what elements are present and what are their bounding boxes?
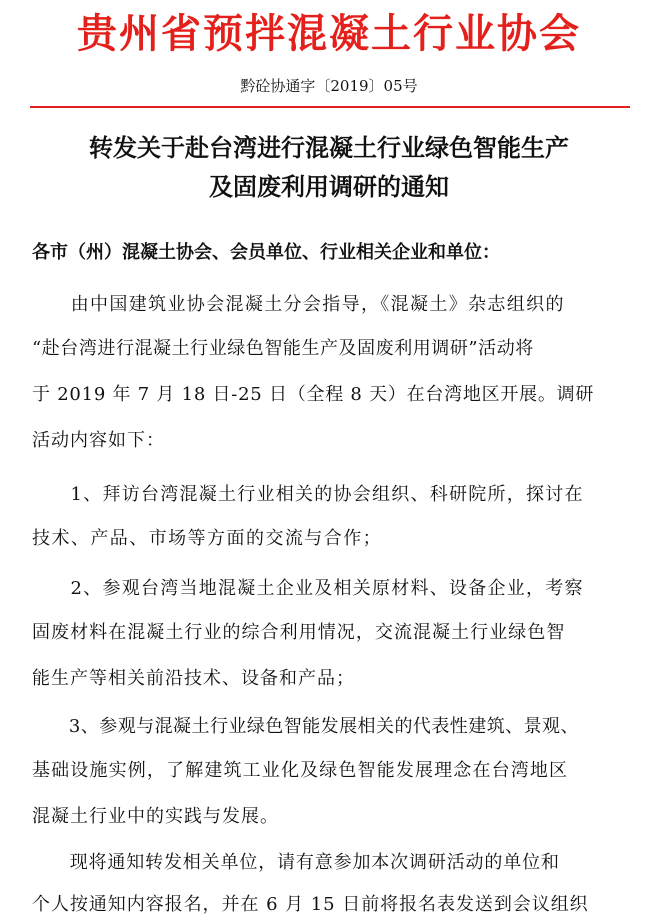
paragraph-line: 于 2019 年 7 月 18 日-25 日（全程 8 天）在台湾地区开展。调研 — [32, 384, 595, 405]
paragraph-line: 由中国建筑业协会混凝土分会指导，《混凝土》杂志组织的 — [32, 294, 565, 315]
paragraph-item-1 — [32, 480, 632, 570]
document-title-line-2: 及固废利用调研的通知 — [209, 173, 449, 201]
paragraph-line: 活动内容如下： — [32, 430, 165, 451]
paragraph-line: 现将通知转发相关单位，请有意参加本次调研活动的单位和 — [32, 852, 560, 873]
paragraph-line: 混凝土行业中的实践与发展。 — [32, 806, 279, 827]
paragraph-line: 2、参观台湾当地混凝土企业及相关原材料、设备企业，考察 — [32, 578, 584, 599]
salutation: 各市（州）混凝土协会、会员单位、行业相关企业和单位： — [32, 242, 500, 263]
paragraph-line: “赴台湾进行混凝土行业绿色智能生产及固废利用调研”活动将 — [32, 338, 534, 359]
paragraph-item-2 — [32, 574, 632, 710]
paragraph-line: 固废材料在混凝土行业的综合利用情况，交流混凝土行业绿色智 — [32, 622, 566, 643]
paragraph-forwarding — [32, 848, 632, 921]
document-number: 黔砼协通字〔2019〕05号 — [240, 77, 418, 95]
document-title-line-1: 转发关于赴台湾进行混凝土行业绿色智能生产 — [89, 134, 569, 162]
organization-header: 贵州省预拌混凝土行业协会 — [77, 11, 581, 57]
paragraph-line: 3、参观与混凝土行业绿色智能发展相关的代表性建筑、景观、 — [32, 716, 579, 737]
red-header-rule — [30, 106, 630, 108]
paragraph-line: 个人按通知内容报名，并在 6 月 15 日前将报名表发送到会议组织 — [32, 894, 589, 915]
document-title — [0, 129, 658, 207]
paragraph-line: 基础设施实例，了解建筑工业化及绿色智能发展理念在台湾地区 — [32, 760, 569, 781]
paragraph-item-3 — [32, 712, 632, 848]
paragraph-line: 技术、产品、市场等方面的交流与合作； — [32, 528, 383, 549]
paragraph-line: 1、拜访台湾混凝土行业相关的协会组织、科研院所，探讨在 — [32, 484, 584, 505]
paragraph-line: 能生产等相关前沿技术、设备和产品； — [32, 668, 355, 689]
paragraph-intro — [32, 290, 632, 456]
